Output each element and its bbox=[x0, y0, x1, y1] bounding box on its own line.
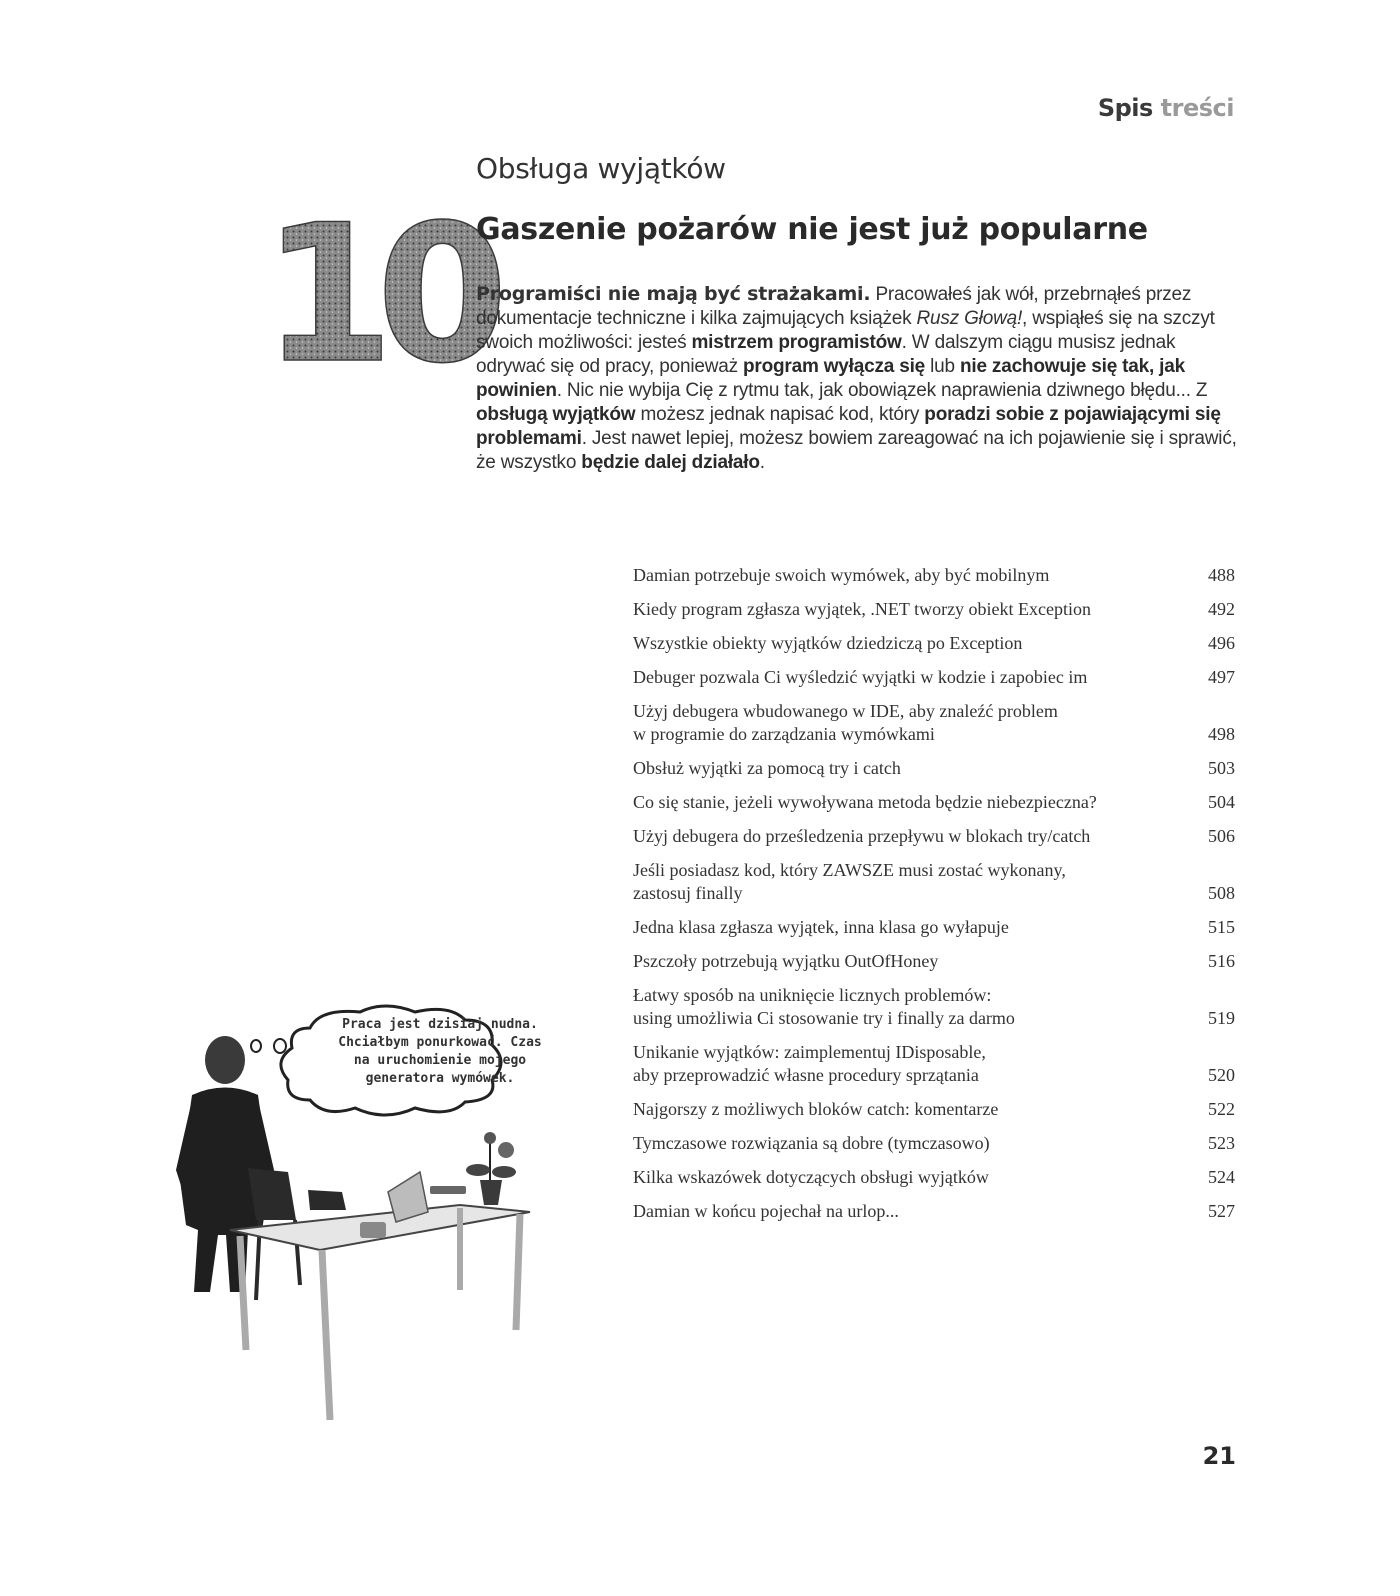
toc-entry-page: 496 bbox=[1208, 633, 1235, 653]
chapter-subtitle: Obsługa wyjątków bbox=[476, 152, 726, 185]
toc-entry-page: 523 bbox=[1208, 1133, 1235, 1153]
toc-entry-page: 503 bbox=[1208, 758, 1235, 778]
toc-entry-page: 504 bbox=[1208, 792, 1235, 812]
intro-text: . bbox=[759, 452, 765, 473]
toc-entry[interactable] bbox=[633, 632, 1235, 655]
toc-entry[interactable] bbox=[633, 984, 1235, 1030]
toc-entry[interactable] bbox=[633, 916, 1235, 939]
toc-entry-page: 498 bbox=[1208, 724, 1235, 744]
desk-leg bbox=[322, 1250, 330, 1420]
chapter-number-text: 10 bbox=[262, 184, 491, 405]
toc-entry-title: Najgorszy z możliwych bloków catch: komentarze bbox=[633, 1099, 999, 1119]
chapter-title: Gaszenie pożarów nie jest już popularne bbox=[476, 212, 1148, 247]
flower bbox=[498, 1142, 514, 1158]
toc-entry-title: Damian w końcu pojechał na urlop... bbox=[633, 1201, 899, 1221]
desk-item bbox=[360, 1222, 386, 1238]
toc-entry-page: 506 bbox=[1208, 826, 1235, 846]
intro-text: . Nic nie wybija Cię z rytmu tak, jak obowiązek naprawienia dziwnego błędu... Z bbox=[556, 380, 1208, 401]
toc-entry-title: Wszystkie obiekty wyjątków dziedziczą po Exception bbox=[633, 633, 1023, 653]
intro-bold: program wyłącza się bbox=[742, 356, 926, 377]
intro-text: lub bbox=[925, 356, 960, 377]
intro-bold: będzie dalej działało bbox=[581, 452, 760, 473]
toc-entry-title: Użyj debugera do prześledzenia przepływu w blokach try/catch bbox=[633, 826, 1091, 846]
intro-lead: Programiści nie mają być strażakami. bbox=[476, 283, 871, 305]
toc-entry[interactable] bbox=[633, 1098, 1235, 1121]
toc-entry-title: Co się stanie, jeżeli wywoływana metoda będzie niebezpieczna? bbox=[633, 792, 1097, 812]
person-head bbox=[205, 1036, 245, 1084]
toc-entry-title: Użyj debugera wbudowanego w IDE, aby znaleźć problem w programie do zarządzania wymówkami bbox=[633, 701, 1058, 744]
toc-entry-page: 516 bbox=[1208, 951, 1235, 971]
toc-entry-title: Kilka wskazówek dotyczących obsługi wyjątków bbox=[633, 1167, 989, 1187]
toc-entry-page: 508 bbox=[1208, 883, 1235, 903]
intro-bold: obsługą wyjątków bbox=[476, 404, 636, 425]
toc-entry-page: 524 bbox=[1208, 1167, 1235, 1187]
toc-entry[interactable] bbox=[633, 757, 1235, 780]
page-number: 21 bbox=[1202, 1442, 1236, 1470]
toc-entry[interactable] bbox=[633, 859, 1235, 905]
toc-entry[interactable] bbox=[633, 1200, 1235, 1223]
toc-entry-title: Unikanie wyjątków: zaimplementuj IDisposable, aby przeprowadzić własne procedury sprzątania bbox=[633, 1042, 986, 1085]
leaf bbox=[492, 1166, 516, 1178]
intro-bold: poradzi sobie z pojawiającymi się problemami bbox=[476, 404, 1221, 449]
intro-text: możesz jednak napisać kod, który bbox=[635, 404, 925, 425]
toc-entry[interactable] bbox=[633, 1041, 1235, 1087]
intro-bold: nie zachowuje się tak, jak powinien bbox=[476, 356, 1185, 401]
toc-entry-page: 527 bbox=[1208, 1201, 1235, 1221]
header-part1: Spis bbox=[1097, 94, 1153, 122]
toc-entry-page: 515 bbox=[1208, 917, 1235, 937]
thought-dot bbox=[274, 1039, 286, 1053]
toc-entry-page: 520 bbox=[1208, 1065, 1235, 1085]
intro-text: . W dalszym ciągu musisz jednak odrywać się od pracy, ponieważ bbox=[476, 332, 1176, 377]
toc-entry-title: Obsłuż wyjątki za pomocą try i catch bbox=[633, 758, 901, 778]
toc-entry[interactable] bbox=[633, 791, 1235, 814]
chair bbox=[248, 1168, 296, 1220]
intro-text: Pracowałeś jak wół, przebrnąłeś przez dokumentacje techniczne i kilka zajmujących książek bbox=[476, 284, 1192, 329]
running-header bbox=[1098, 94, 1234, 122]
toc-entry[interactable] bbox=[633, 598, 1235, 621]
intro-text: . Jest nawet lepiej, możesz bowiem zareagować na ich pojawienie się i sprawić, że wszystko bbox=[476, 428, 1237, 473]
toc-entry-title: Debuger pozwala Ci wyśledzić wyjątki w kodzie i zapobiec im bbox=[633, 667, 1088, 687]
toc-entry-title: Pszczoły potrzebują wyjątku OutOfHoney bbox=[633, 951, 939, 971]
intro-italic: Rusz Głową! bbox=[916, 308, 1023, 329]
toc-entry-title: Damian potrzebuje swoich wymówek, aby być mobilnym bbox=[633, 565, 1050, 585]
toc-entry-page: 522 bbox=[1208, 1099, 1235, 1119]
toc-entry-title: Jedna klasa zgłasza wyjątek, inna klasa go wyłapuje bbox=[633, 917, 1009, 937]
intro-text: , wspiąłeś się na szczyt swoich możliwości: jesteś bbox=[476, 308, 1215, 353]
toc-entry-page: 488 bbox=[1208, 565, 1235, 585]
toc-entry-title: Kiedy program zgłasza wyjątek, .NET tworzy obiekt Exception bbox=[633, 599, 1092, 619]
thought-bubble-text: Praca jest dzisiaj nudna. Chciałbym ponurkować. Czas na uruchomienie mojego generatora wymówek. bbox=[338, 1017, 542, 1086]
toc-entry[interactable] bbox=[633, 1132, 1235, 1155]
toc-entry[interactable] bbox=[633, 825, 1235, 848]
toc-entry-title: Jeśli posiadasz kod, który ZAWSZE musi zostać wykonany, zastosuj finally bbox=[633, 860, 1066, 903]
table-of-contents bbox=[633, 564, 1235, 1234]
toc-entry-page: 492 bbox=[1208, 599, 1235, 619]
desk-leg bbox=[516, 1214, 520, 1330]
flower bbox=[484, 1132, 496, 1144]
intro-bold: mistrzem programistów bbox=[691, 332, 902, 353]
toc-entry[interactable] bbox=[633, 1166, 1235, 1189]
toc-entry-page: 519 bbox=[1208, 1008, 1235, 1028]
leaf bbox=[466, 1164, 490, 1176]
chapter-number bbox=[262, 184, 491, 405]
chair bbox=[308, 1190, 346, 1210]
toc-entry-title: Łatwy sposób na uniknięcie licznych problemów: using umożliwia Ci stosowanie try i finally za darmo bbox=[633, 985, 1015, 1028]
desk-item bbox=[430, 1186, 466, 1194]
toc-entry-title: Tymczasowe rozwiązania są dobre (tymczasowo) bbox=[633, 1133, 990, 1153]
header-part2: treści bbox=[1160, 94, 1234, 122]
intro-paragraph bbox=[476, 282, 1238, 475]
laptop bbox=[388, 1172, 428, 1222]
thought-dot bbox=[251, 1040, 261, 1052]
toc-entry[interactable] bbox=[633, 700, 1235, 746]
toc-entry[interactable] bbox=[633, 950, 1235, 973]
toc-entry-page: 497 bbox=[1208, 667, 1235, 687]
toc-entry[interactable] bbox=[633, 666, 1235, 689]
plant-pot bbox=[480, 1180, 502, 1205]
toc-entry[interactable] bbox=[633, 564, 1235, 587]
